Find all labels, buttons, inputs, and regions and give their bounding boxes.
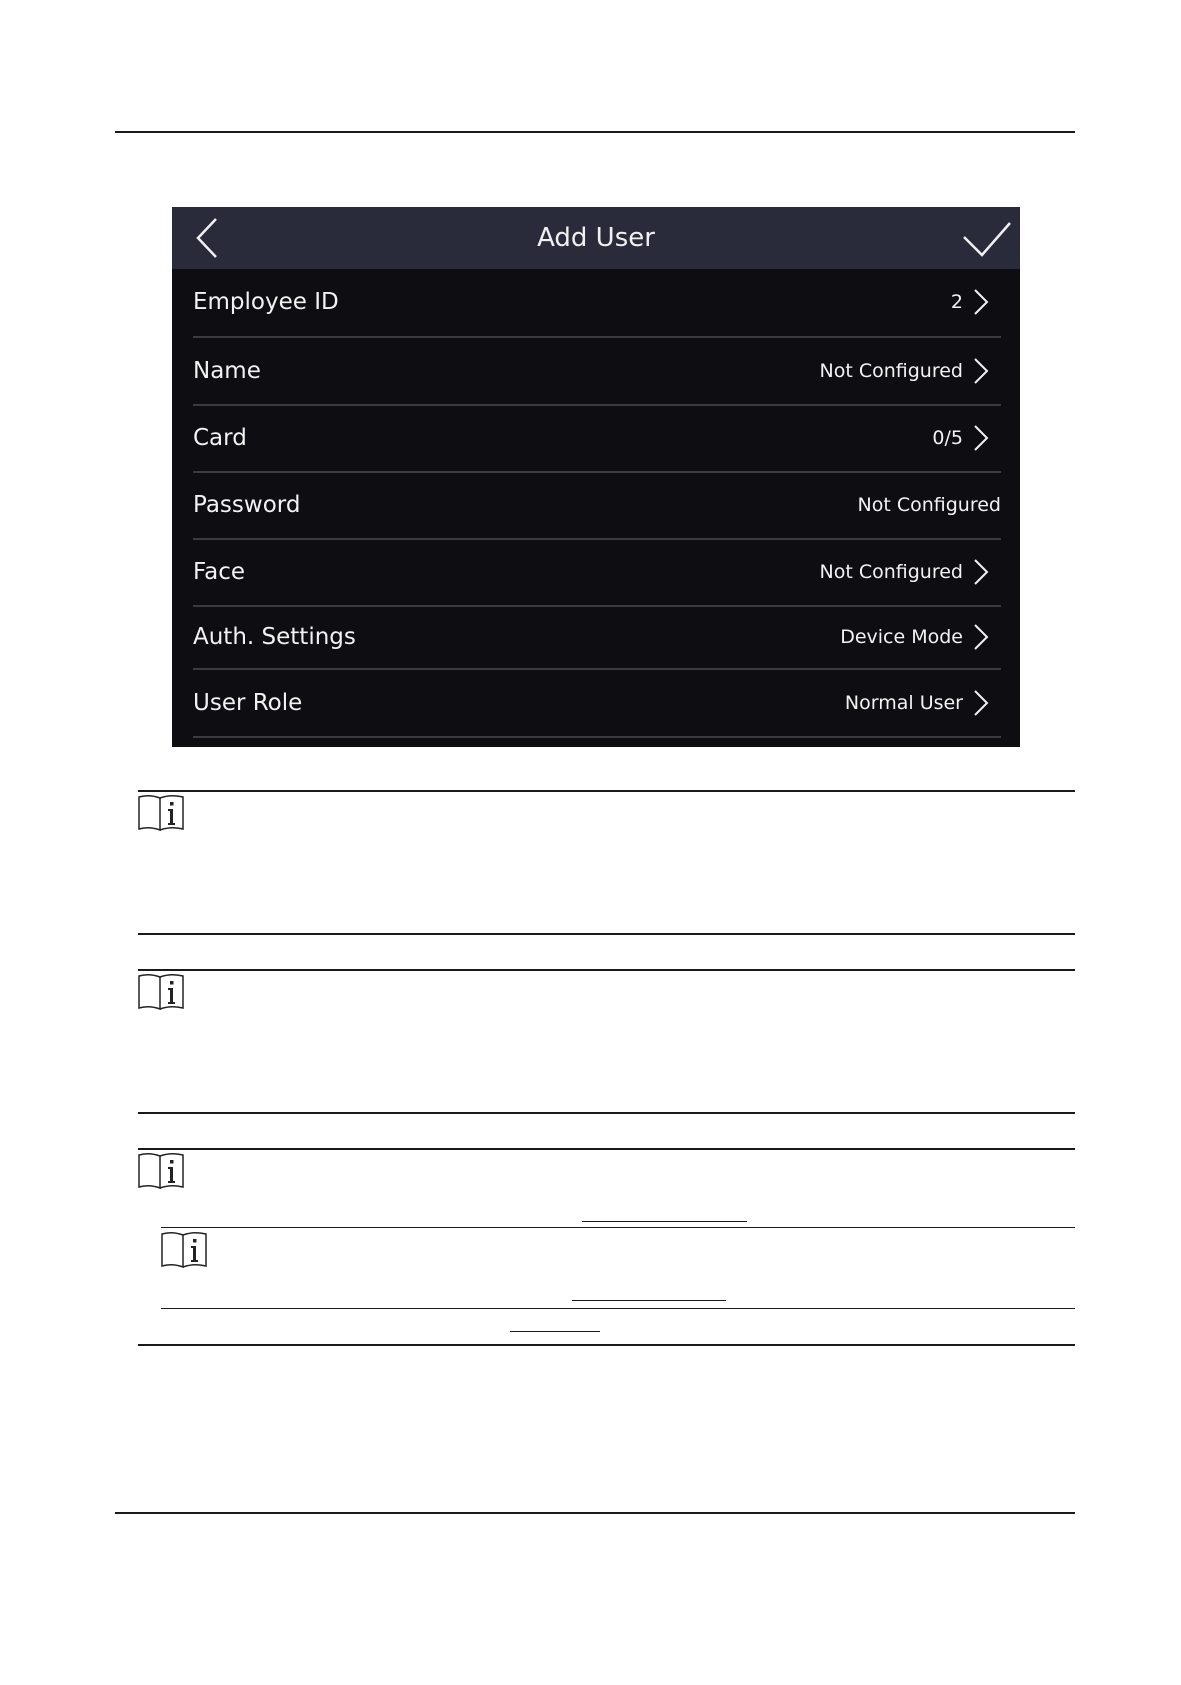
- row-face[interactable]: [193, 539, 1001, 607]
- row-name[interactable]: [193, 338, 1001, 406]
- note-icon: [137, 973, 185, 1011]
- nested-note-rule-top: [161, 1227, 1075, 1228]
- back-button[interactable]: [188, 215, 232, 261]
- row-label: Face: [193, 559, 246, 585]
- note-icon: [137, 1152, 185, 1190]
- chevron-right-icon: [971, 689, 991, 717]
- checkmark-icon: [960, 215, 1014, 261]
- row-value: 2: [950, 291, 963, 313]
- header-rule: [115, 131, 1075, 133]
- chevron-right-icon: [971, 424, 991, 452]
- row-label: Auth. Settings: [193, 624, 356, 650]
- row-auth-settings[interactable]: [193, 606, 1001, 670]
- chevron-right-icon: [971, 357, 991, 385]
- link-underline[interactable]: [582, 1221, 747, 1222]
- row-label: User Role: [193, 690, 303, 716]
- title-bar: [172, 207, 1020, 269]
- note-rule-top: [138, 790, 1075, 792]
- row-password[interactable]: [193, 472, 1001, 540]
- row-employee-id[interactable]: [193, 269, 1001, 338]
- row-label: Password: [193, 492, 301, 518]
- chevron-left-icon: [188, 215, 232, 261]
- row-value: Normal User: [844, 692, 963, 714]
- note-icon: [160, 1231, 208, 1269]
- add-user-screen: [172, 207, 1020, 747]
- row-card[interactable]: [193, 405, 1001, 473]
- nested-note-rule-bottom: [161, 1308, 1075, 1309]
- row-value: Not Configured: [857, 494, 1001, 516]
- link-underline[interactable]: [572, 1300, 726, 1301]
- row-value: Not Configured: [819, 360, 963, 382]
- chevron-right-icon: [971, 558, 991, 586]
- chevron-right-icon: [971, 623, 991, 651]
- confirm-button[interactable]: [960, 215, 1014, 261]
- row-label: Name: [193, 358, 261, 384]
- note-rule-bottom: [138, 1112, 1075, 1114]
- row-value: 0/5: [932, 427, 963, 449]
- note-rule-bottom: [138, 1344, 1075, 1346]
- row-value: Not Configured: [819, 561, 963, 583]
- footer-rule: [115, 1512, 1075, 1514]
- screen-title: Add User: [537, 223, 655, 253]
- chevron-right-icon: [971, 288, 991, 316]
- link-underline[interactable]: [510, 1331, 600, 1332]
- note-rule-bottom: [138, 933, 1075, 935]
- row-value: Device Mode: [840, 626, 963, 648]
- row-user-role[interactable]: [193, 670, 1001, 738]
- note-rule-top: [138, 1148, 1075, 1150]
- row-label: Card: [193, 425, 247, 451]
- note-icon: [137, 794, 185, 832]
- row-label: Employee ID: [193, 289, 339, 315]
- note-rule-top: [138, 969, 1075, 971]
